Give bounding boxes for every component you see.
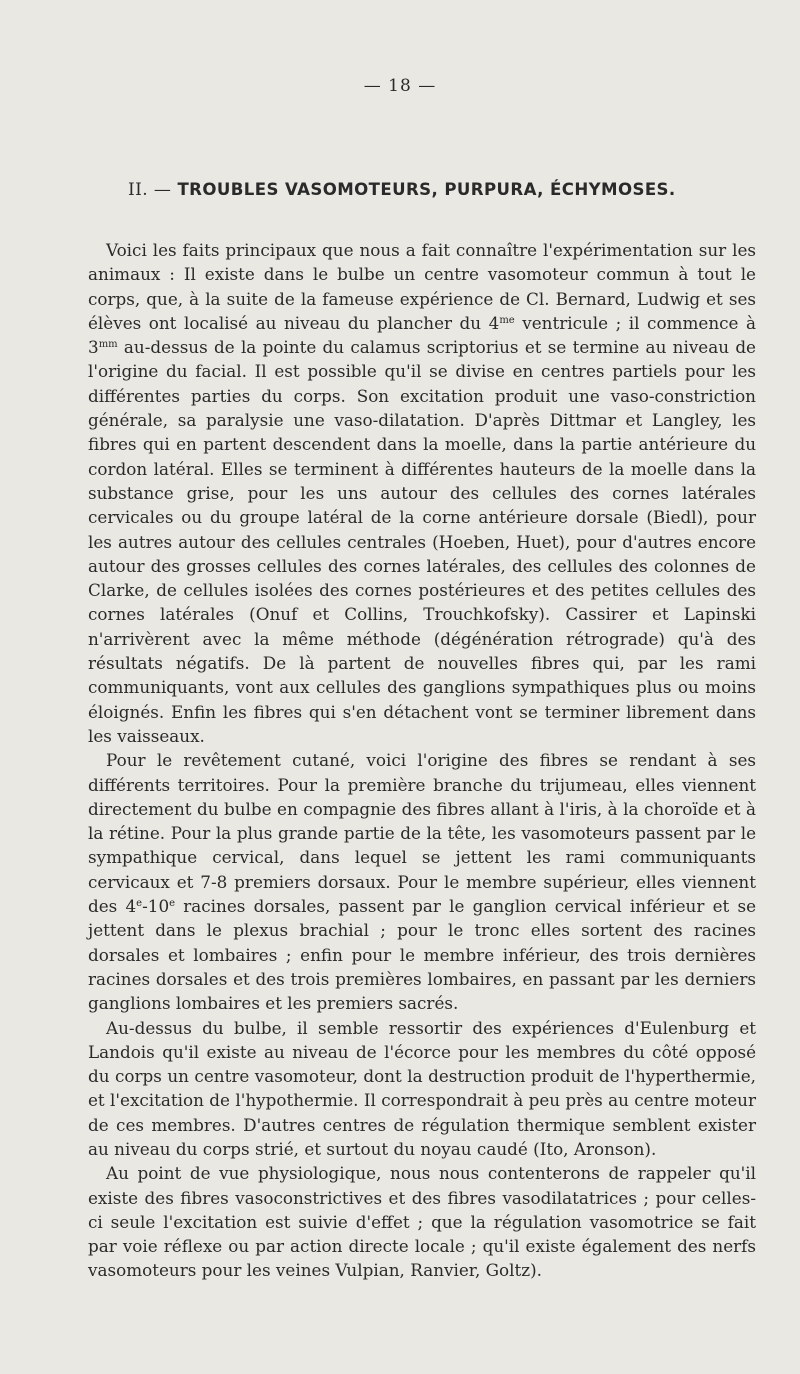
- paragraph-2-text-c: racines dorsales, passent par le ganglion cervical inférieur et se jettent dans le plexus brachial ; pour le tronc elles sortent des racines dorsales et lombaires ; enfin pour le membre inférieur, des trois dernières racines dorsales et des trois premières lombaires, en passant par les derniers ganglions lombaires et les premiers sacrés.: [88, 896, 756, 1014]
- section-heading: [128, 180, 748, 200]
- paragraph-4: [88, 1161, 756, 1282]
- section-title: TROUBLES VASOMOTEURS, PURPURA, ÉCHYMOSES.: [177, 180, 676, 199]
- paragraph-1-text-c: au-dessus de la pointe du calamus scriptorius et se termine au niveau de l'origine du facial. Il est possible qu'il se divise en centres partiels pour les différentes parties du corps. Son excitation produit une vaso-constriction générale, sa paralysie une vaso-dilatation. D'après Dittmar et Langley, les fibres qui en partent descendent dans la moelle, dans la partie antérieure du cordon latéral. Elles se terminent à différentes hauteurs de la moelle dans la substance grise, pour les uns autour des cellules des cornes latérales cervicales ou du groupe latéral de la corne antérieure dorsale (Biedl), pour les autres autour des cellules centrales (Hoeben, Huet), pour d'autres encore autour des grosses cellules des cornes latérales, des cellules des colonnes de Clarke, de cellules isolées des cornes postérieures et des petites cellules des cornes latérales (Onuf et Collins, Trouchkofsky). Cassirer et Lapinski n'arrivèrent avec la même méthode (dégénération rétrograde) qu'à des résultats négatifs. De là partent de nouvelles fibres qui, par les rami communiquants, vont aux cellules des ganglions sympathiques plus ou moins éloignés. Enfin les fibres qui s'en détachent vont se terminer librement dans les vaisseaux.: [88, 337, 756, 746]
- paragraph-1: [88, 238, 756, 748]
- paragraph-2-text-a: Pour le revêtement cutané, voici l'origine des fibres se rendant à ses différents territoires. Pour la première branche du trijumeau, elles viennent directement du bulbe en compagnie des fibres allant à l'iris, à la choroïde et à la rétine. Pour la plus grande partie de la tête, les vasomoteurs passent par le sympathique cervical, dans lequel se jettent les rami communiquants cervicaux et 7-8 premiers dorsaux. Pour le membre supérieur, elles viennent des 4: [88, 750, 756, 917]
- paragraph-1-text-b: ventricule ; il commence à 3: [88, 312, 756, 358]
- paragraph-3-text: Au-dessus du bulbe, il semble ressortir des expériences d'Eulenburg et Landois qu'il existe au niveau de l'écorce pour les membres du côté opposé du corps un centre vasomoteur, dont la destruction produit de l'hyperthermie, et l'excitation de l'hypothermie. Il correspondrait à peu près au centre moteur de ces membres. D'autres centres de régulation thermique semblent exister au niveau du corps strié, et surtout du noyau caudé (Ito, Aronson).: [88, 1017, 756, 1159]
- section-numeral: II. —: [128, 180, 172, 200]
- paragraph-4-text: Au point de vue physiologique, nous nous contenterons de rappeler qu'il existe des fibres vasoconstrictives et des fibres vasodilatatrices ; pour celles-ci seule l'excitation est suivie d'effet ; que la régulation vasomotrice se fait par voie réflexe ou par action directe locale ; qu'il existe également des nerfs vasomoteurs pour les veines Vulpian, Ranvier, Goltz).: [88, 1163, 756, 1281]
- paragraph-2-text-b: -10: [142, 896, 170, 917]
- paragraph-3: [88, 1016, 756, 1162]
- page-number: — 18 —: [363, 76, 437, 96]
- superscript: e: [136, 898, 143, 910]
- body-text: [88, 238, 756, 1283]
- superscript: e: [169, 898, 176, 910]
- superscript: me: [499, 314, 515, 326]
- superscript: mm: [98, 339, 118, 351]
- paragraph-2: [88, 748, 756, 1015]
- paragraph-1-text-a: Voici les faits principaux que nous a fait connaître l'expérimentation sur les animaux : Il existe dans le bulbe un centre vasomoteur commun à tout le corps, que, à la suite de la fameuse expérience de Cl. Bernard, Ludwig et ses élèves ont localisé au niveau du plancher du 4: [88, 240, 756, 333]
